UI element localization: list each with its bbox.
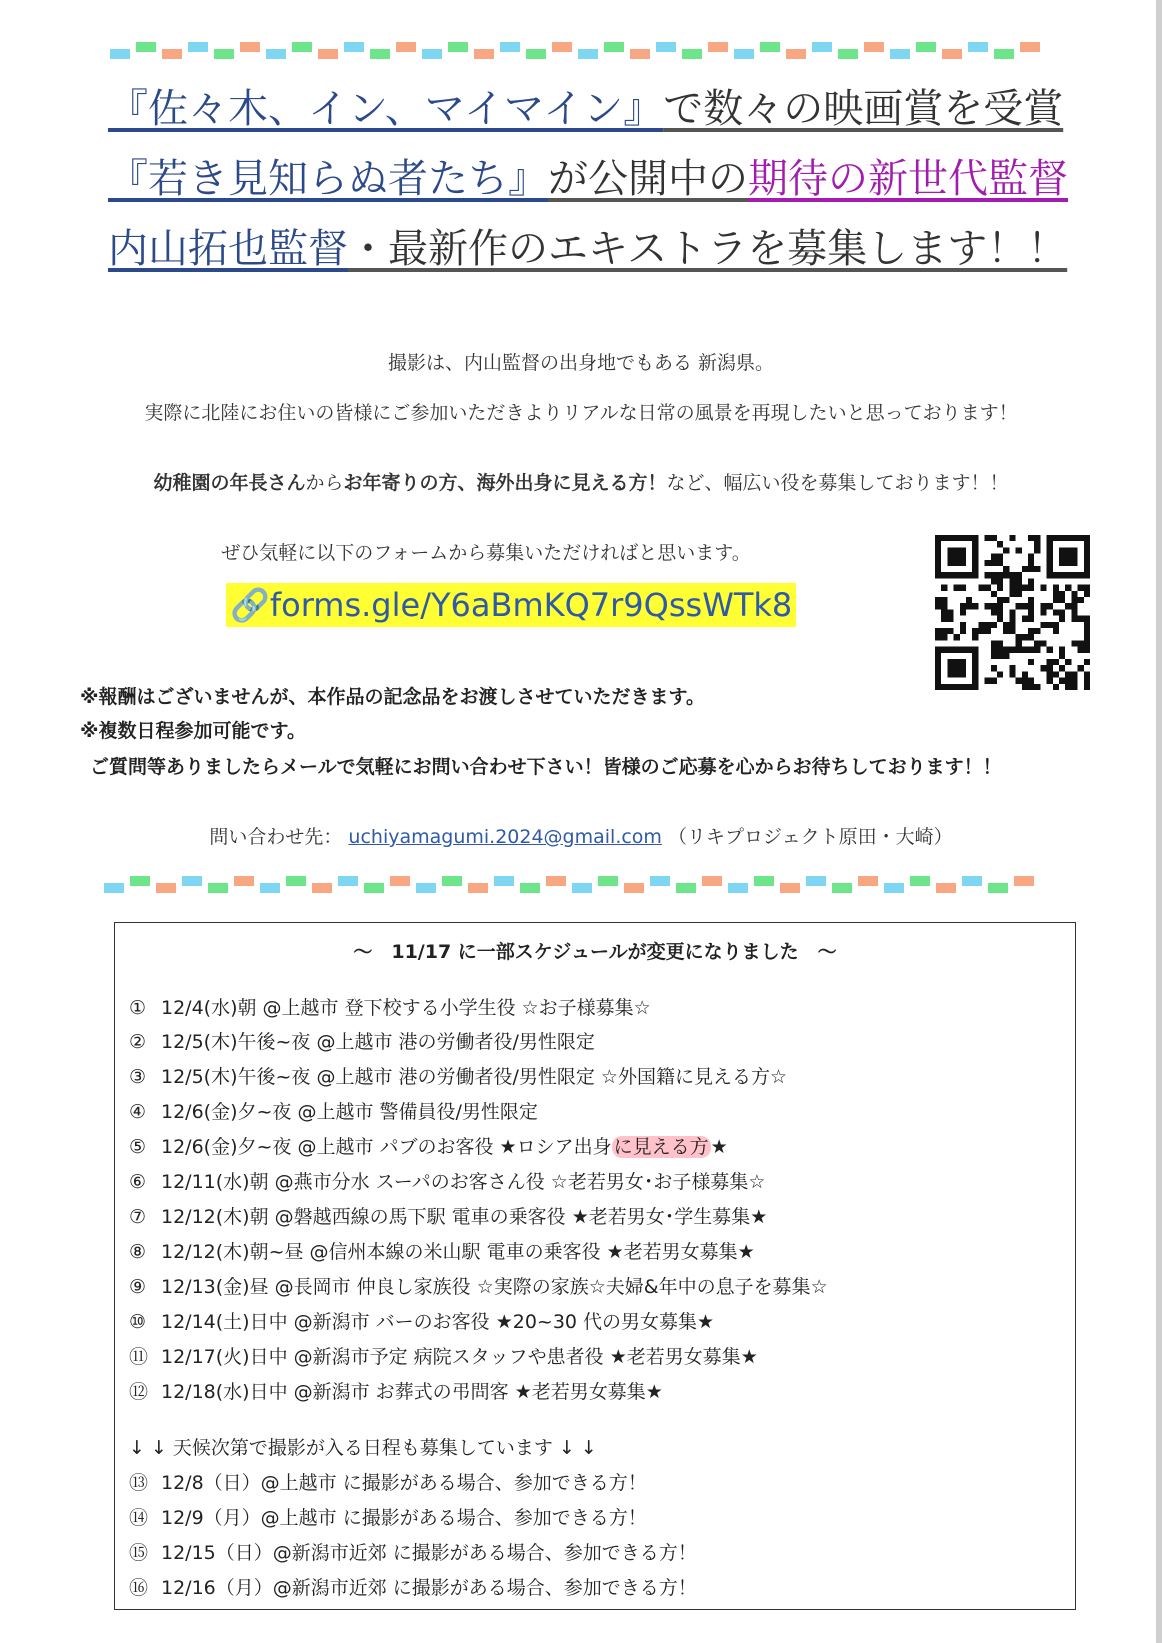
decorative-dot [786, 49, 806, 59]
decorative-dot [682, 49, 702, 59]
decorative-dot [890, 49, 910, 59]
intro-location: 撮影は、内山監督の出身地でもある 新潟県。 [387, 352, 775, 374]
headline-highlight: 期待の新世代監督 [748, 156, 1068, 202]
decorative-dot [754, 876, 774, 886]
decorative-dot [552, 42, 572, 52]
headline-award-text: で数々の映画賞を受賞 [663, 86, 1064, 132]
roles-rest: など、幅広い役を募集しております！！ [666, 472, 1009, 494]
qr-code[interactable] [935, 535, 1090, 690]
item-number: ③ [129, 1066, 147, 1088]
decorative-dot [676, 883, 696, 893]
decorative-dot [806, 876, 826, 886]
decorative-dot [442, 876, 462, 886]
item-text: 12/6(金)夕~夜 @上越市 警備員役/男性限定 [161, 1101, 538, 1123]
decorative-dot [630, 49, 650, 59]
form-link[interactable]: 🔗forms.gle/Y6aBmKQ7r9QssWTk8 [226, 583, 796, 627]
item-text: 12/13(金)昼 @長岡市 仲良し家族役 ☆実際の家族☆夫婦&年中の息子を募集☆ [161, 1276, 828, 1298]
contact-line [0, 822, 1162, 849]
item-number: ⑮ [129, 1542, 149, 1564]
item-text: 12/17(火)日中 @新潟市予定 病院スタッフや患者役 ★老若男女募集★ [161, 1346, 758, 1368]
decorative-dot [448, 42, 468, 52]
decorative-dot [812, 42, 832, 52]
item-text: 12/4(水)朝 @上越市 登下校する小学生役 ☆お子様募集☆ [161, 997, 651, 1019]
schedule-item [129, 1272, 828, 1299]
decorative-dot [942, 49, 962, 59]
decorative-dot [520, 883, 540, 893]
decorative-dot [110, 49, 130, 59]
decorative-dot [1020, 42, 1040, 52]
item-text: 12/18(水)日中 @新潟市 お葬式の弔問客 ★老若男女募集★ [161, 1381, 663, 1403]
decorative-dot [234, 876, 254, 886]
decorative-dot [546, 876, 566, 886]
schedule-item [129, 1307, 714, 1334]
weather-item [129, 1538, 697, 1565]
item-text: 12/8（日）@上越市 に撮影がある場合、参加できる方！ [161, 1472, 647, 1494]
decorative-dot [728, 883, 748, 893]
decorative-dot [858, 876, 878, 886]
decorative-dot [624, 883, 644, 893]
item-number: ⑩ [129, 1311, 147, 1333]
item-number: ① [129, 997, 147, 1019]
headline-release-text: が公開中の [548, 156, 748, 202]
item-number: ⑦ [129, 1206, 147, 1228]
film-title-2: 『若き見知らぬ者たち』 [108, 156, 548, 202]
schedule-item [129, 993, 651, 1020]
item-number: ⑨ [129, 1276, 147, 1298]
decorative-dot [968, 42, 988, 52]
decorative-dot [162, 49, 182, 59]
decorative-dot [240, 42, 260, 52]
weather-item [129, 1573, 697, 1600]
item-number: ② [129, 1031, 147, 1053]
decorative-dot [994, 49, 1014, 59]
decorative-dot [916, 42, 936, 52]
item-text: 12/5(木)午後~夜 @上越市 港の労働者役/男性限定 ☆外国籍に見える方☆ [161, 1066, 787, 1088]
item-text: 12/12(木)朝 @磐越西線の馬下駅 電車の乗客役 ★老若男女･学生募集★ [161, 1206, 768, 1228]
schedule-item [129, 1237, 755, 1264]
headline-recruit-text: ・最新作のエキストラを募集します！！ [348, 226, 1068, 272]
decorative-dot [500, 42, 520, 52]
weather-header: ↓ ↓ 天候次第で撮影が入る日程も募集しています ↓ ↓ [129, 1437, 597, 1459]
item-number: ⑯ [129, 1577, 149, 1599]
decorative-dot [266, 49, 286, 59]
decorative-dot [364, 883, 384, 893]
decorative-dot [260, 883, 280, 893]
decorative-dot [312, 883, 332, 893]
decorative-dot [760, 42, 780, 52]
decorative-dot [734, 49, 754, 59]
decorative-dot [598, 876, 618, 886]
item-text-end: ★ [710, 1136, 728, 1158]
decorative-dot [208, 883, 228, 893]
headline-line-1 [108, 82, 1068, 136]
decorative-dot-border-bottom [104, 876, 1034, 893]
item-highlight: に見える方 [613, 1136, 709, 1158]
weather-item [129, 1503, 647, 1530]
schedule-box [114, 922, 1076, 1610]
schedule-item [129, 1132, 728, 1159]
decorative-dot [396, 42, 416, 52]
intro-form-invite: ぜひ気軽に以下のフォームから募集いただければと思います。 [221, 542, 751, 564]
decorative-dot [494, 876, 514, 886]
decorative-dot [136, 42, 156, 52]
intro-purpose: 実際に北陸にお住いの皆様にご参加いただきよりリアルな日常の風景を再現したいと思っております！ [144, 402, 1018, 424]
item-text: 12/5(木)午後~夜 @上越市 港の労働者役/男性限定 [161, 1031, 595, 1053]
roles-kids: 幼稚園の年長さん [153, 472, 306, 494]
contact-person: （リキプロジェクト原田・大崎） [668, 826, 953, 848]
item-number: ④ [129, 1101, 147, 1123]
decorative-dot [702, 876, 722, 886]
schedule-item [129, 1377, 663, 1404]
decorative-dot [936, 883, 956, 893]
item-text: 12/12(木)朝~昼 @信州本線の米山駅 電車の乗客役 ★老若男女募集★ [161, 1241, 755, 1263]
decorative-dot [884, 883, 904, 893]
decorative-dot [988, 883, 1008, 893]
roles-elders-foreign: お年寄りの方、海外出身に見える方！ [343, 472, 667, 494]
decorative-dot [344, 42, 364, 52]
film-title-1: 『佐々木、イン、マイマイン』 [108, 86, 664, 132]
headline-line-3 [108, 222, 1068, 276]
decorative-dot [318, 49, 338, 59]
item-number: ⑬ [129, 1472, 149, 1494]
decorative-dot [370, 49, 390, 59]
schedule-item [129, 1342, 758, 1369]
note-multiple-dates: ※複数日程参加可能です。 [80, 720, 306, 742]
item-text: 12/6(金)夕~夜 @上越市 パブのお客役 ★ロシア出身 [161, 1136, 612, 1158]
decorative-dot [864, 42, 884, 52]
decorative-dot [1014, 876, 1034, 886]
decorative-dot [104, 883, 124, 893]
item-text: 12/9（月）@上越市 に撮影がある場合、参加できる方！ [161, 1507, 647, 1529]
decorative-dot [214, 49, 234, 59]
decorative-dot [130, 876, 150, 886]
decorative-dot [962, 876, 982, 886]
decorative-dot [650, 876, 670, 886]
item-number: ⑫ [129, 1381, 149, 1403]
decorative-dot [468, 883, 488, 893]
item-number: ⑥ [129, 1171, 147, 1193]
item-number: ⑪ [129, 1346, 149, 1368]
weather-item [129, 1468, 647, 1495]
schedule-item [129, 1062, 787, 1089]
decorative-dot [286, 876, 306, 886]
contact-label: 問い合わせ先： [209, 826, 343, 848]
decorative-dot [656, 42, 676, 52]
decorative-dot [708, 42, 728, 52]
item-number: ⑤ [129, 1136, 147, 1158]
decorative-dot-border-top [110, 42, 1040, 59]
headline-line-2 [108, 152, 1068, 206]
decorative-dot [188, 42, 208, 52]
schedule-title: ～ 11/17 に一部スケジュールが変更になりました ～ [353, 941, 837, 963]
decorative-dot [292, 42, 312, 52]
item-number: ⑭ [129, 1507, 149, 1529]
decorative-dot [572, 883, 592, 893]
item-text: 12/16（月）@新潟市近郊 に撮影がある場合、参加できる方！ [161, 1577, 697, 1599]
item-number: ⑧ [129, 1241, 147, 1263]
item-text: 12/14(土)日中 @新潟市 バーのお客役 ★20~30 代の男女募集★ [161, 1311, 715, 1333]
decorative-dot [526, 49, 546, 59]
item-text: 12/15（日）@新潟市近郊 に撮影がある場合、参加できる方！ [161, 1542, 697, 1564]
decorative-dot [578, 49, 598, 59]
note-reward: ※報酬はございませんが、本作品の記念品をお渡しさせていただきます。 [80, 686, 705, 708]
contact-email-link[interactable]: uchiyamagumi.2024@gmail.com [348, 826, 662, 848]
note-questions: ご質問等ありましたらメールで気軽にお問い合わせ下さい！皆様のご応募を心からお待ちしております！！ [90, 756, 1002, 778]
schedule-item [129, 1167, 765, 1194]
director-name: 内山拓也監督 [108, 226, 348, 272]
decorative-dot [416, 883, 436, 893]
roles-from: から [305, 472, 344, 494]
decorative-dot [422, 49, 442, 59]
decorative-dot [182, 876, 202, 886]
schedule-item [129, 1202, 767, 1229]
decorative-dot [838, 49, 858, 59]
decorative-dot [832, 883, 852, 893]
decorative-dot [780, 883, 800, 893]
decorative-dot [604, 42, 624, 52]
decorative-dot [474, 49, 494, 59]
schedule-item [129, 1027, 595, 1054]
intro-roles [0, 468, 1162, 495]
decorative-dot [910, 876, 930, 886]
decorative-dot [390, 876, 410, 886]
decorative-dot [156, 883, 176, 893]
decorative-dot [338, 876, 358, 886]
schedule-item [129, 1097, 538, 1124]
item-text: 12/11(水)朝 @燕市分水 スーパのお客さん役 ☆老若男女･お子様募集☆ [161, 1171, 766, 1193]
